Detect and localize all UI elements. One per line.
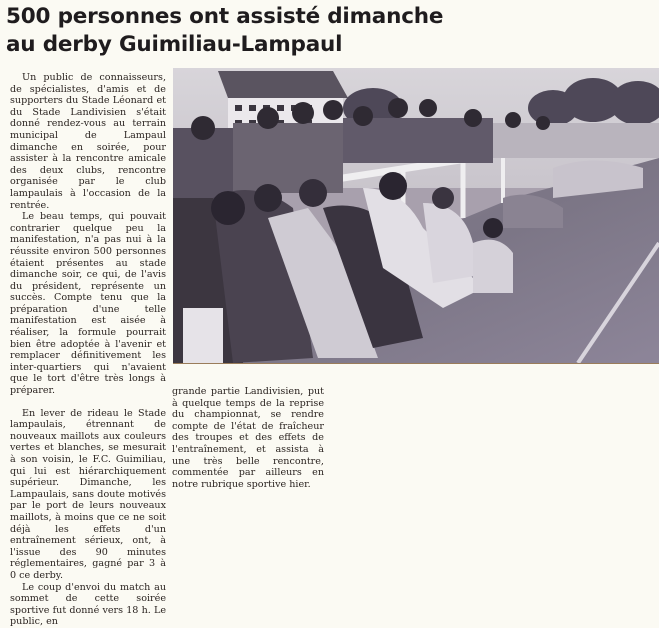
article-continuation-column (172, 386, 324, 490)
paragraph-attendance: Le beau temps, qui pouvait contrarier quelque peu la manifestation, n'a pas nui à la réussite environ 500 personnes étaient présentes au stade dimanche soir, ce qui, de l'avis du président, représente un succès. Compte tenu que la préparation d'une telle manifestation est aisée à réaliser, la formule pourrait bien être adoptée à l'avenir et remplacer définitivement les inter-quartiers qui n'avaient que le tort d'être très longs à préparer. (10, 211, 166, 397)
photo-illustration (173, 68, 659, 363)
headline-line-2: au derby Guimiliau-Lampaul (6, 32, 343, 57)
headline (6, 3, 476, 59)
spectators-photo (173, 68, 659, 364)
article-body-column (10, 72, 166, 628)
paragraph-intro: Un public de connaisseurs, de spécialistes, d'amis et de supporters du Stade Léonard et du Stade Landivisien s'était donné rendez-vous au terrain municipal de Lampaul dimanche en soirée, pour assister à la rencontre amicale des deux clubs, rencontre organisée par le club lampaulais à l'occasion de la rentrée. (10, 72, 166, 211)
paragraph-kickoff: Le coup d'envoi du match au sommet de cette soirée sportive fut donné vers 18 h. Le public, en (10, 581, 166, 628)
paragraph-continuation: grande partie Landivisien, put à quelque temps de la reprise du championnat, se rendre compte de l'état de fraîcheur des troupes et des effets de l'entraînement, et assista à une très belle rencontre, commentée par ailleurs en notre rubrique sportive hier. (172, 386, 324, 490)
paragraph-match-result: En lever de rideau le Stade lampaulais, étrennant de nouveaux maillots aux couleurs vertes et blanches, se mesurait à son voisin, le F.C. Guimiliau, qui lui est hiérarchiquement supérieur. Dimanche, les Lampaulais, sans doute motivés par le port de leurs nouveaux maillots, à moins que ce ne soit déjà les effets d'un entraînement sérieux, ont, à l'issue des 90 minutes réglementaires, gagné par 3 à 0 ce derby. (10, 407, 166, 581)
headline-line-1: 500 personnes ont assisté dimanche (6, 4, 444, 29)
